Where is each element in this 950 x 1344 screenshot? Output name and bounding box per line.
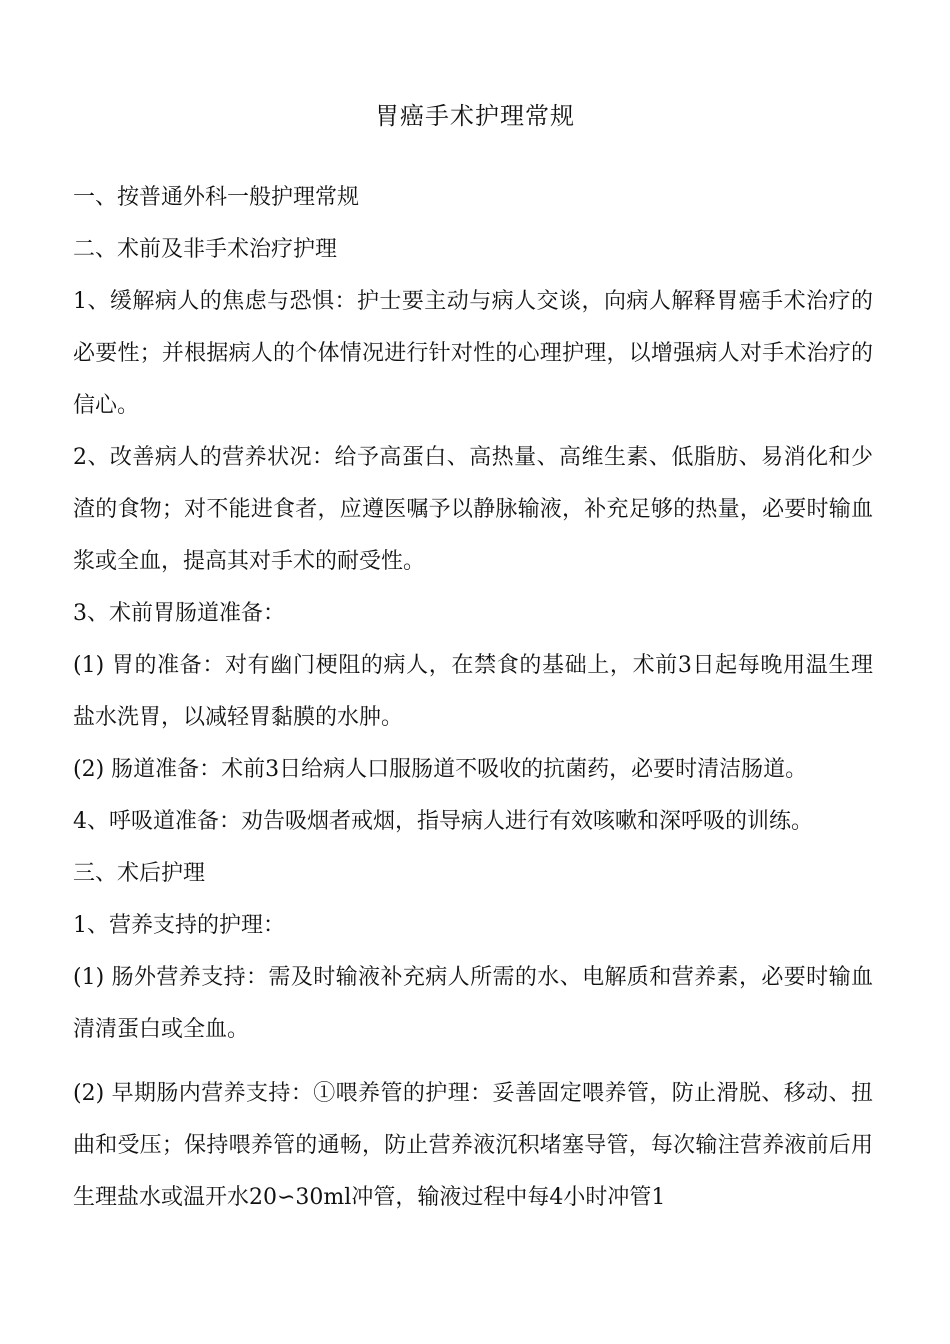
paragraph-subitem-3: (1) 肠外营养支持：需及时输液补充病人所需的水、电解质和营养素，必要时输血清清蛋白或全血。 (73, 965, 873, 1042)
document-title: 胃癌手术护理常规 (375, 102, 575, 130)
paragraph-item-2: 2、改善病人的营养状况：给予高蛋白、高热量、高维生素、低脂肪、易消化和少渣的食物；对不能进食者，应遵医嘱予以静脉输液，补充足够的热量，必要时输血浆或全血，提高其对手术的耐受性。 (73, 445, 873, 574)
section-heading-2: 二、术前及非手术治疗护理 (73, 237, 338, 262)
paragraph-item-4: 4、呼吸道准备：劝告吸烟者戒烟，指导病人进行有效咳嗽和深呼吸的训练。 (73, 809, 813, 834)
paragraph-item-5: 1、营养支持的护理： (73, 913, 285, 938)
paragraph-subitem-4: (2) 早期肠内营养支持：①喂养管的护理：妥善固定喂养管，防止滑脱、移动、扭曲和受压；保持喂养管的通畅，防止营养液沉积堵塞导管，每次输注营养液前后用生理盐水或温开水20∽30ml冲管，输液过程中每4小时冲管1 (73, 1081, 873, 1210)
paragraph-item-3: 3、术前胃肠道准备： (73, 601, 285, 626)
paragraph-subitem-2: (2) 肠道准备：术前3日给病人口服肠道不吸收的抗菌药，必要时清洁肠道。 (73, 757, 808, 782)
section-heading-1: 一、按普通外科一般护理常规 (73, 185, 360, 210)
paragraph-item-1: 1、缓解病人的焦虑与恐惧：护士要主动与病人交谈，向病人解释胃癌手术治疗的必要性；并根据病人的个体情况进行针对性的心理护理，以增强病人对手术治疗的信心。 (73, 289, 873, 418)
section-heading-3: 三、术后护理 (73, 861, 206, 886)
paragraph-subitem-1: (1) 胃的准备：对有幽门梗阻的病人，在禁食的基础上，术前3日起每晚用温生理盐水洗胃，以减轻胃黏膜的水肿。 (73, 653, 873, 730)
